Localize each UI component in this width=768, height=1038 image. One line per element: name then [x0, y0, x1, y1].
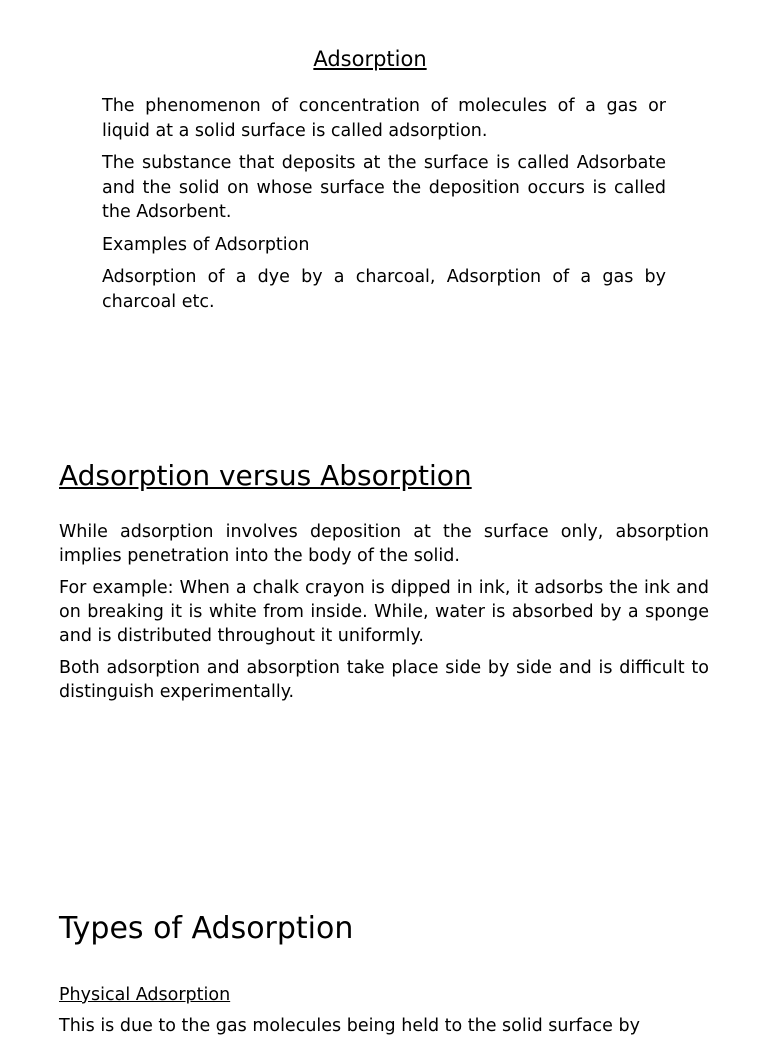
paragraph-adsorbate-adsorbent: The substance that deposits at the surface is called Adsorbate and the solid on whose surface the deposition occurs is called the Adsorbent. [102, 153, 666, 222]
slide-body-adsorption [102, 94, 666, 322]
slide-title-adsorption-vs-absorption: Adsorption versus Absorption [59, 459, 472, 492]
paragraph-both: Both adsorption and absorption take place side by side and is difficult to distinguish experimentally. [59, 658, 709, 702]
slide-title-adsorption: Adsorption [313, 47, 427, 71]
slide-title-types: Types of Adsorption [59, 911, 354, 946]
paragraph-examples: Adsorption of a dye by a charcoal, Adsorption of a gas by charcoal etc. [102, 267, 666, 312]
subheading-physical-adsorption: Physical Adsorption [59, 985, 231, 1005]
paragraph-physical-partial: This is due to the gas molecules being held to the solid surface by [59, 1016, 640, 1036]
paragraph-examples-heading: Examples of Adsorption [102, 234, 310, 255]
paragraph-difference: While adsorption involves deposition at the surface only, absorption implies penetration into the body of the solid. [59, 522, 709, 566]
paragraph-example: For example: When a chalk crayon is dipped in ink, it adsorbs the ink and on breaking it is white from inside. While, water is absorbed by a sponge and is distributed throughout it uniformly. [59, 578, 709, 646]
paragraph-definition: The phenomenon of concentration of molecules of a gas or liquid at a solid surface is called adsorption. [102, 96, 666, 141]
slide-body-adsorption-vs-absorption [59, 520, 709, 712]
